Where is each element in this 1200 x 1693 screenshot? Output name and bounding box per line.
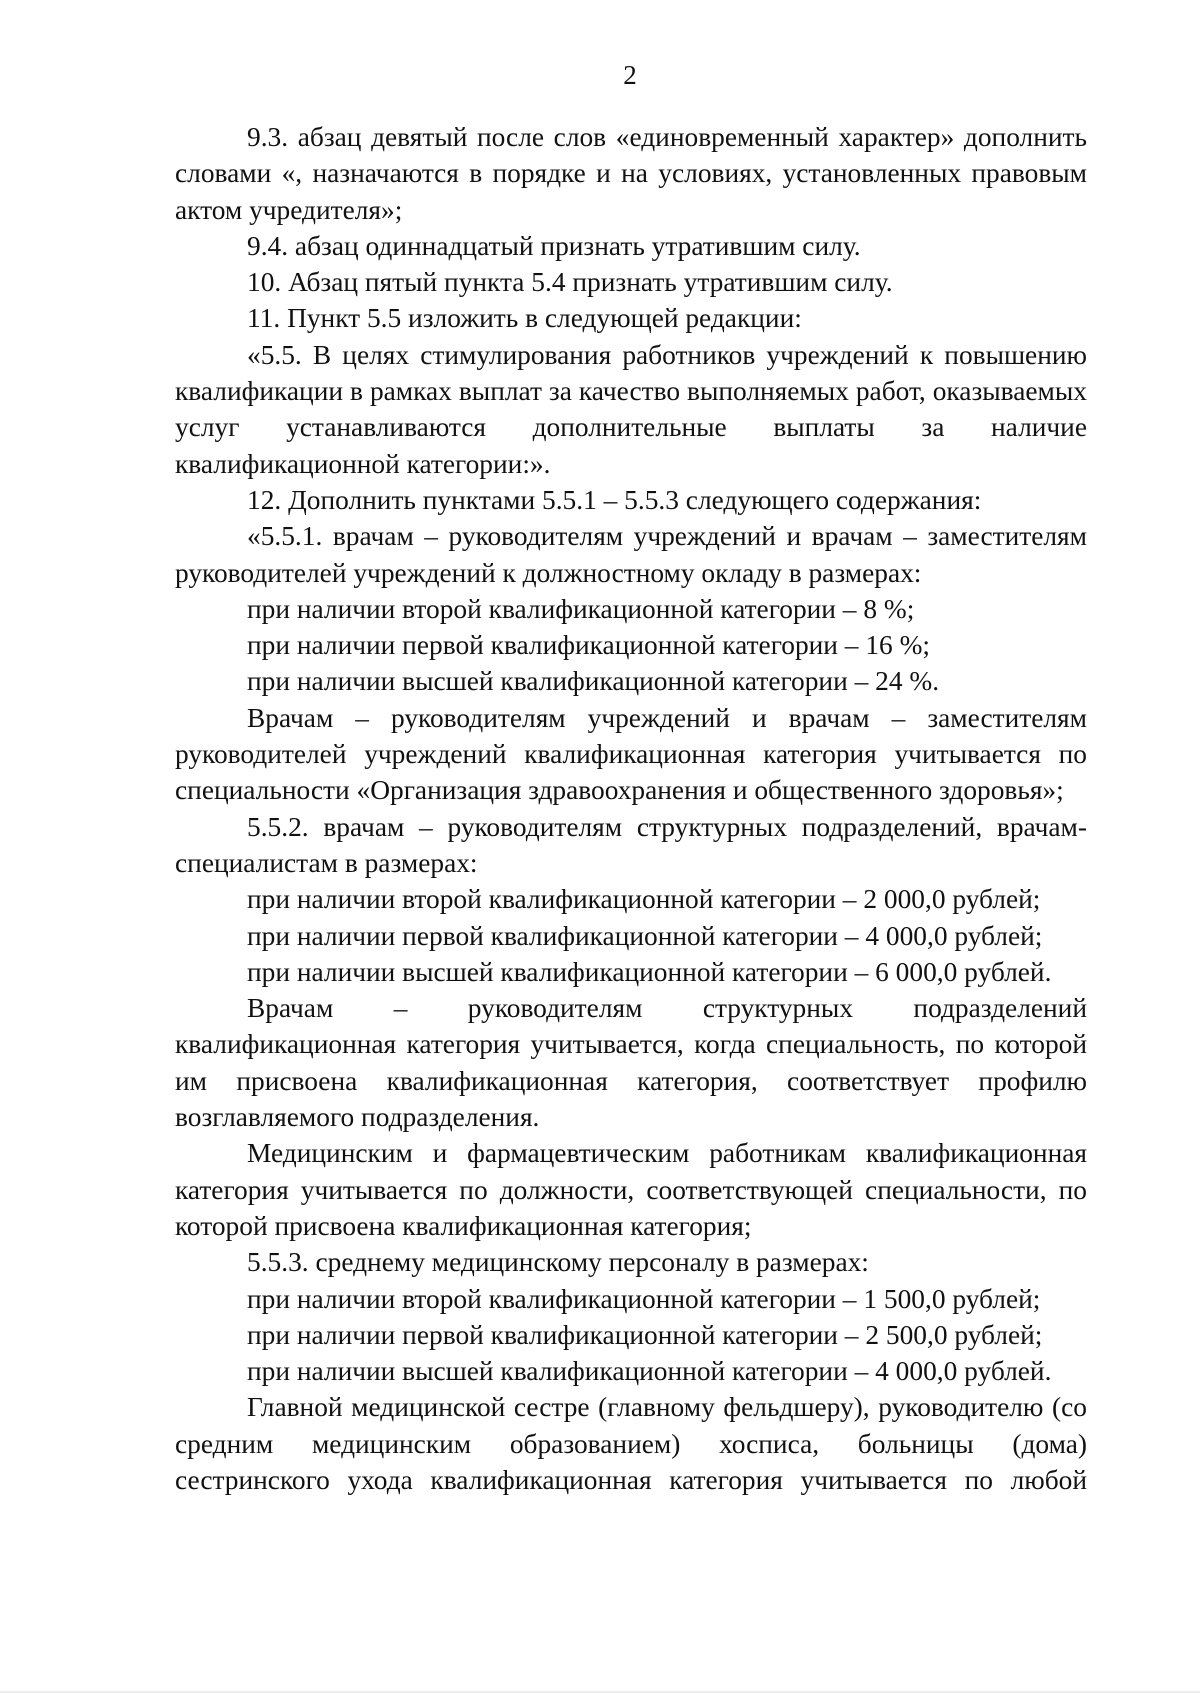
paragraph-5-5-3: 5.5.3. среднему медицинскому персоналу в размерах: xyxy=(247,1247,869,1278)
paragraph-9-3: 9.3. абзац девятый после слов «единовременный характер» дополнить словами «, назначаются в порядке и на условиях, установленных правовым актом учредителя»; xyxy=(175,122,1087,225)
page-number: 2 xyxy=(623,60,637,90)
paragraph-head-nurse: Главной медицинской сестре (главному фельдшеру), руководителю (со средним медицинским образованием) хосписа, больницы (дома) сестринского ухода квалификационная категория учитывается по любой xyxy=(175,1392,1087,1495)
list-item-second-category-rub-1500: при наличии второй квалификационной категории – 1 500,0 рублей; xyxy=(247,1283,1041,1314)
paragraph-medical-pharma-workers: Медицинским и фармацевтическим работникам квалификационная категория учитывается по должности, соответствующей специальности, по которой присвоена квалификационная категория; xyxy=(175,1138,1087,1241)
list-item-first-category-rub-4000: при наличии первой квалификационной категории – 4 000,0 рублей; xyxy=(247,920,1043,951)
paragraph-heads-specialty: Врачам – руководителям учреждений и врачам – заместителям руководителей учреждений квалификационная категория учитывается по специальности «Организация здравоохранения и общественного здоровья»; xyxy=(175,702,1087,806)
paragraph-structural-heads: Врачам – руководителям структурных подразделений квалификационная категория учитывается, когда специальность, по которой им присвоена квалификационная категория, соответствует профилю возглавляемого подразделения. xyxy=(175,993,1087,1133)
list-item-second-category-rub-2000: при наличии второй квалификационной категории – 2 000,0 рублей; xyxy=(247,884,1041,915)
list-item-highest-category-rub-4000: при наличии высшей квалификационной категории – 4 000,0 рублей. xyxy=(247,1356,1052,1387)
paragraph-5-5-2: 5.5.2. врачам – руководителям структурных подразделений, врачам-специалистам в размерах: xyxy=(175,811,1087,878)
list-item-first-category-percent: при наличии первой квалификационной категории – 16 %; xyxy=(247,630,931,661)
paragraph-12: 12. Дополнить пунктами 5.5.1 – 5.5.3 следующего содержания: xyxy=(247,484,982,515)
paragraph-5-5-quote: «5.5. В целях стимулирования работников учреждений к повышению квалификации в рамках выплат за качество выполняемых работ, оказываемых услуг устанавливаются дополнительные выплаты за наличие квалификационной категории:». xyxy=(175,339,1087,479)
document-body xyxy=(175,119,1087,1498)
list-item-second-category-percent: при наличии второй квалификационной категории – 8 %; xyxy=(247,593,915,624)
paragraph-5-5-1: «5.5.1. врачам – руководителям учреждений и врачам – заместителям руководителей учреждений к должностному окладу в размерах: xyxy=(175,521,1087,588)
list-item-highest-category-percent: при наличии высшей квалификационной категории – 24 %. xyxy=(247,666,940,697)
list-item-first-category-rub-2500: при наличии первой квалификационной категории – 2 500,0 рублей; xyxy=(247,1319,1043,1350)
paragraph-9-4: 9.4. абзац одиннадцатый признать утратившим силу. xyxy=(247,230,861,261)
list-item-highest-category-rub-6000: при наличии высшей квалификационной категории – 6 000,0 рублей. xyxy=(247,956,1052,987)
paragraph-10: 10. Абзац пятый пункта 5.4 признать утратившим силу. xyxy=(247,267,893,298)
paragraph-11: 11. Пункт 5.5 изложить в следующей редакции: xyxy=(247,303,802,334)
